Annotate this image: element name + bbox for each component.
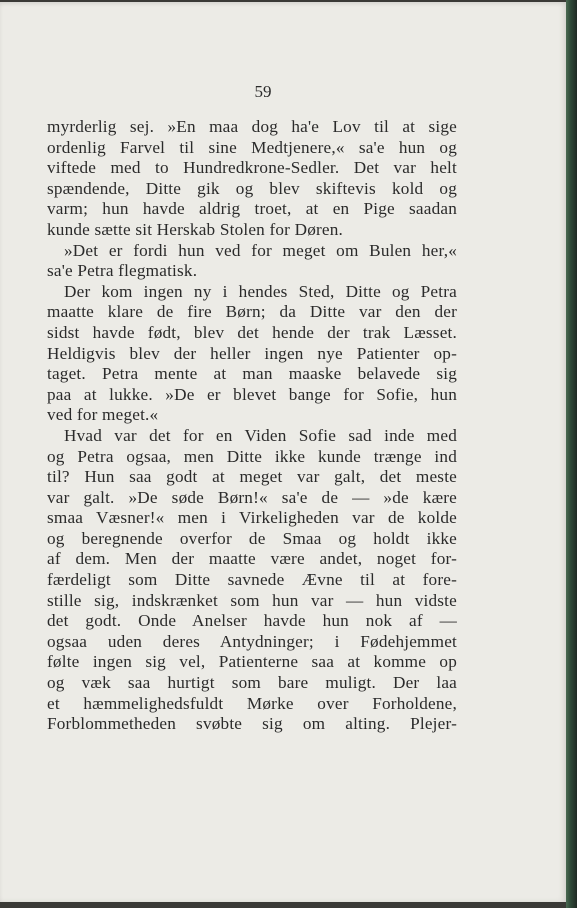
page-number: 59: [254, 82, 272, 101]
text-line: paa at lukke. »De er blevet bange for Sofie, hun: [47, 384, 457, 404]
text-line: ved for meget.«: [47, 405, 159, 425]
text-line: viftede med to Hundredkrone-Sedler. Det var helt: [47, 158, 457, 178]
text-line: Forblommetheden svøbte sig om alting. Plejer-: [47, 714, 457, 734]
text-line: og væk saa hurtigt som bare muligt. Der laa: [47, 673, 457, 693]
text-line: og beregnende overfor de Smaa og holdt ikke: [47, 528, 457, 548]
text-line: Der kom ingen ny i hendes Sted, Ditte og Petra: [64, 281, 457, 301]
text-line: Hvad var det for en Viden Sofie sad inde med: [64, 425, 457, 445]
text-line: taget. Petra mente at man maaske belavede sig: [47, 364, 457, 384]
text-line: var galt. »De søde Børn!« sa'e de — »de kære: [47, 487, 457, 507]
text-line: og Petra ogsaa, men Ditte ikke kunde trænge ind: [47, 446, 457, 466]
text-line: stille sig, indskrænket som hun var — hun vidste: [47, 590, 457, 610]
text-line: til? Hun saa godt at meget var galt, det meste: [47, 467, 457, 487]
text-line: et hæmmelighedsfuldt Mørke over Forholdene,: [47, 693, 457, 713]
text-line: smaa Væsner!« men i Virkeligheden var de kolde: [47, 508, 457, 528]
text-line: spændende, Ditte gik og blev skiftevis kold og: [47, 178, 457, 198]
text-line: kunde sætte sit Herskab Stolen for Døren.: [47, 219, 344, 239]
text-line: ordenlig Farvel til sine Medtjenere,« sa'e hun og: [47, 137, 457, 157]
text-line: sa'e Petra flegmatisk.: [47, 261, 198, 281]
text-line: ogsaa uden deres Antydninger; i Fødehjemmet: [47, 631, 457, 651]
text-line: sidst havde født, blev det hende der trak Læsset.: [47, 322, 457, 342]
text-line: Heldigvis blev der heller ingen nye Patienter op-: [47, 343, 457, 363]
text-line: det godt. Onde Anelser havde hun nok af —: [47, 611, 457, 631]
book-edge: [566, 0, 577, 908]
text-line: myrderlig sej. »En maa dog ha'e Lov til at sige: [47, 117, 457, 136]
text-line: følte ingen sig vel, Patienterne saa at komme op: [47, 652, 457, 672]
text-line: af dem. Men der maatte være andet, noget for-: [47, 549, 457, 569]
text-line: færdeligt som Ditte savnede Ævne til at fore-: [47, 570, 457, 590]
body-text: [47, 117, 457, 735]
text-line: maatte klare de fire Børn; da Ditte var den der: [47, 302, 457, 322]
text-line: varm; hun havde aldrig troet, at en Pige saadan: [47, 199, 457, 219]
book-page: [0, 2, 566, 902]
text-line: »Det er fordi hun ved for meget om Bulen her,«: [64, 240, 457, 260]
